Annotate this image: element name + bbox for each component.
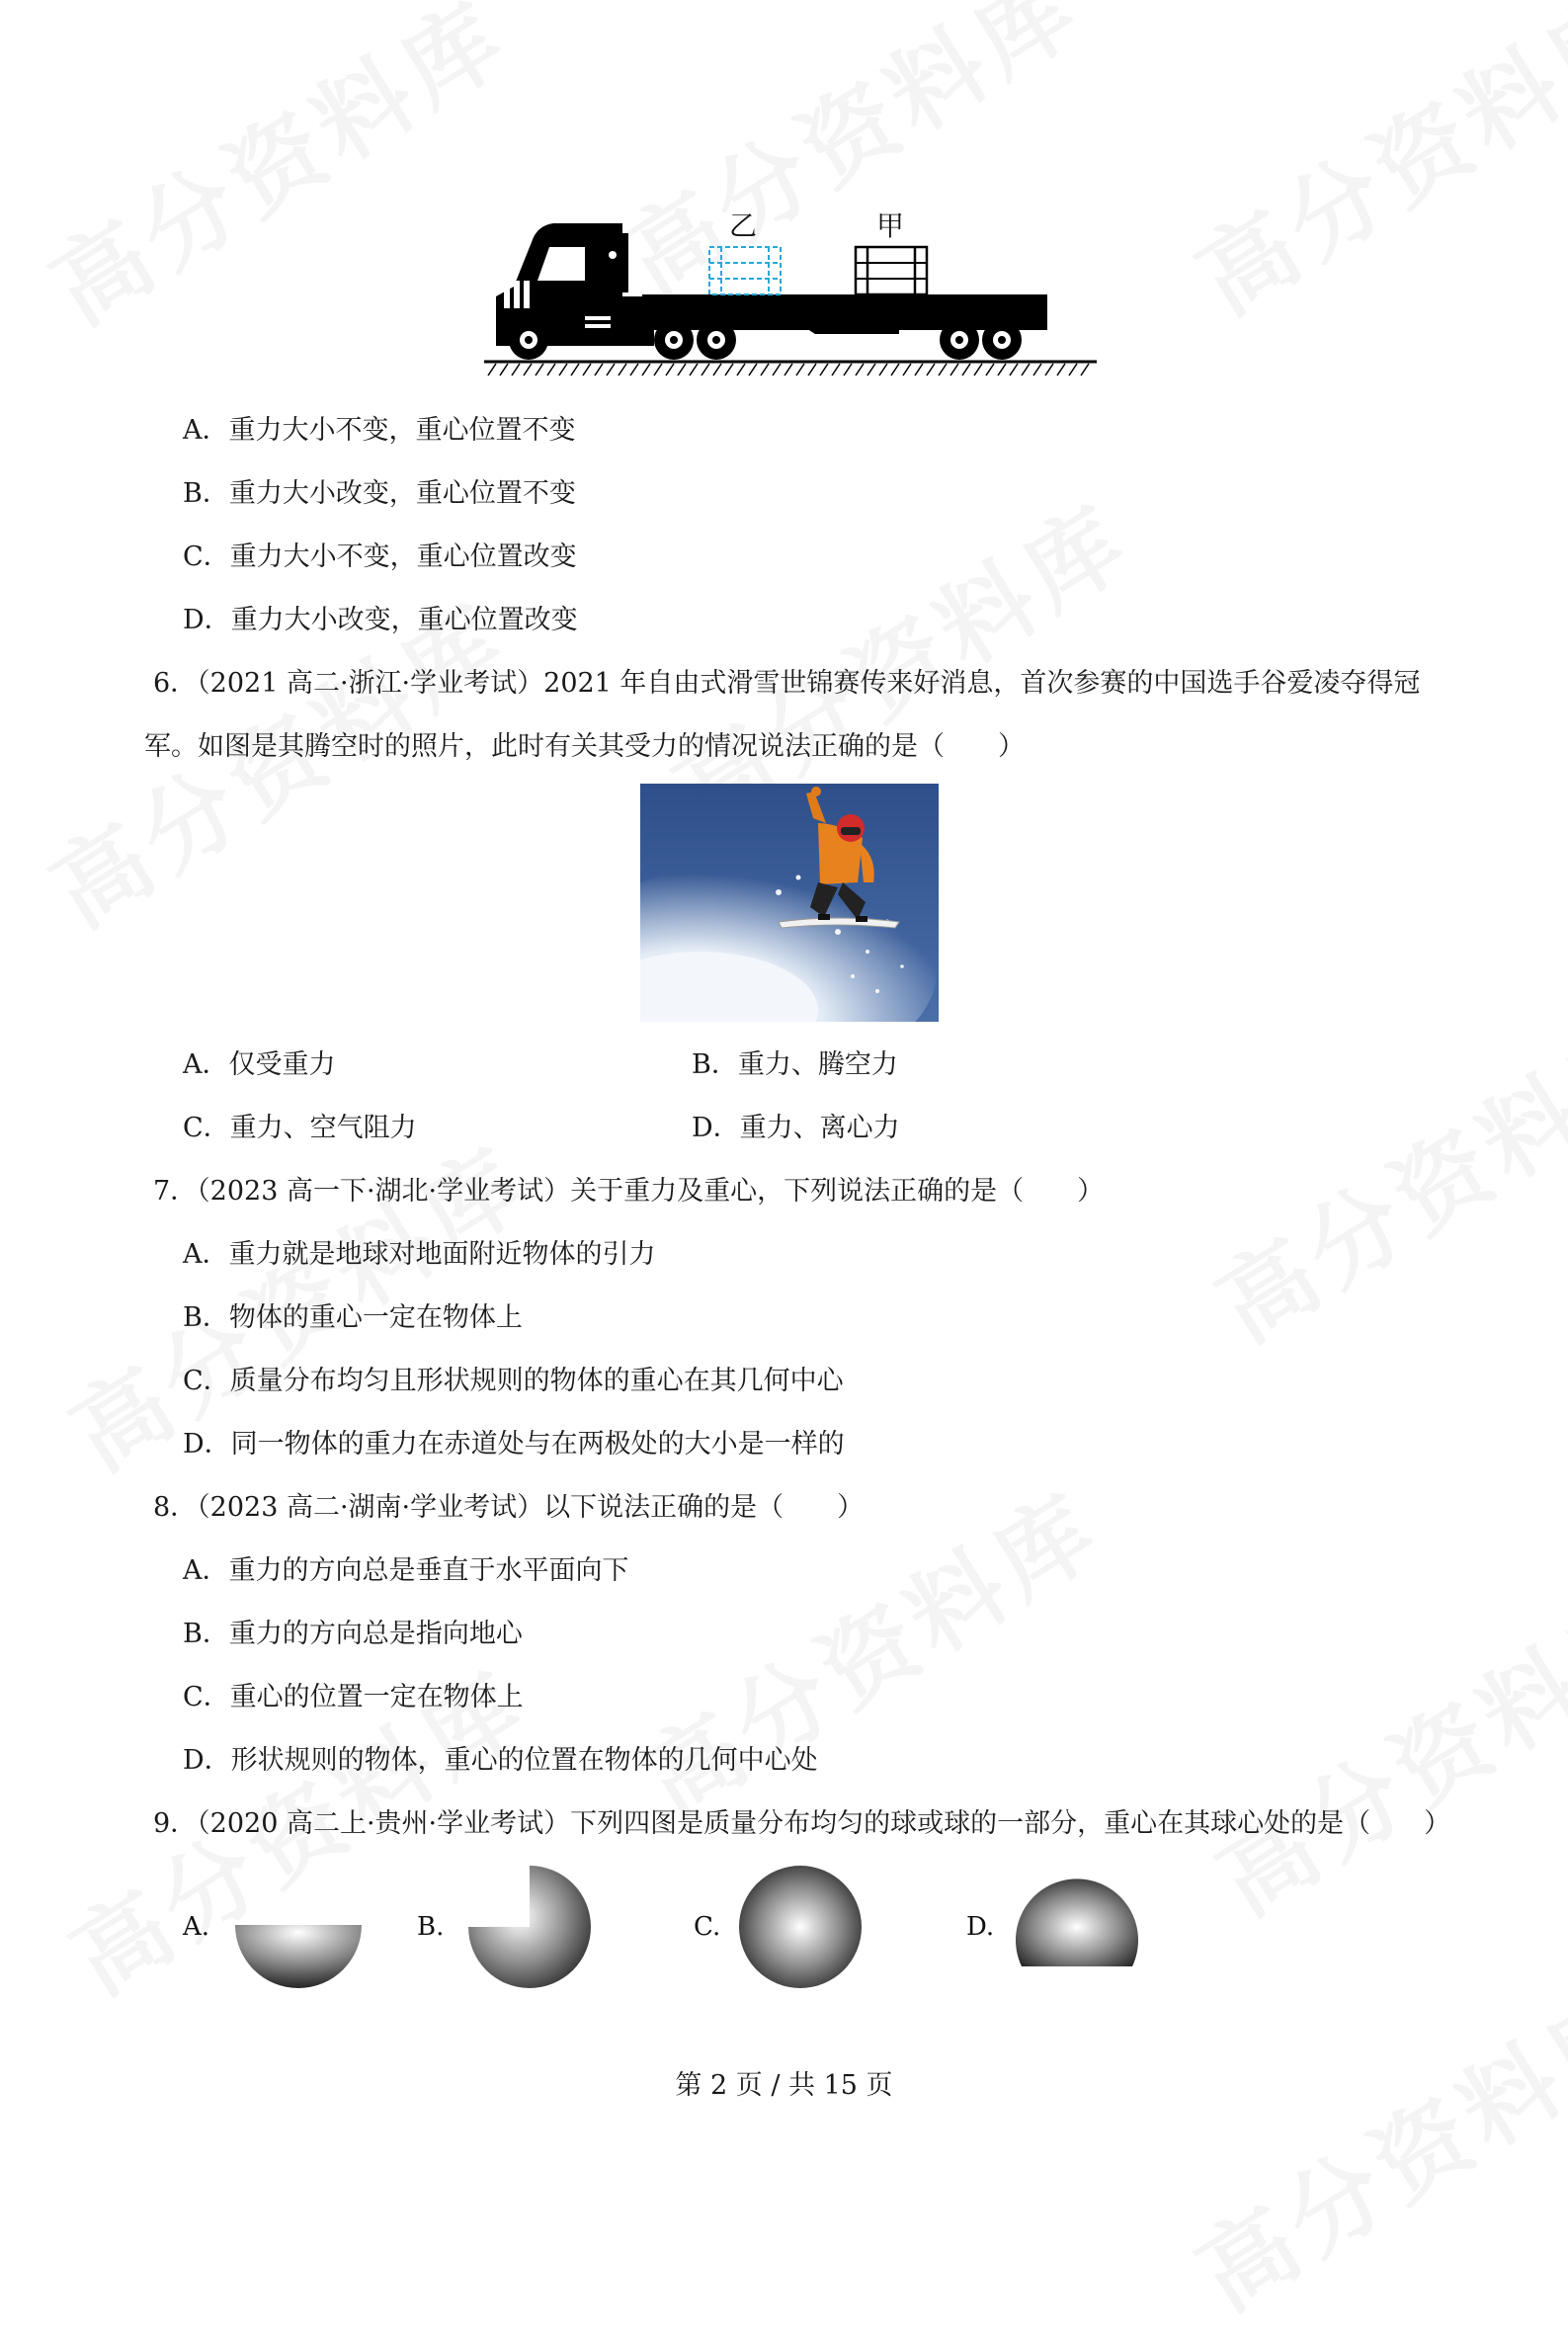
watermark bbox=[1189, 1554, 1568, 1942]
q7-option-b: B．物体的重心一定在物体上 bbox=[183, 1302, 523, 1333]
page-footer: 第 2 页 / 共 15 页 bbox=[675, 2070, 893, 2101]
q6-stem-line2: 军。如图是其腾空时的照片，此时有关其受力的情况说法正确的是（ ） bbox=[144, 731, 1025, 762]
q6-option-d: D．重力、离心力 bbox=[692, 1113, 900, 1143]
q9-figure-a-hemisphere bbox=[235, 1925, 362, 1988]
q8-stem: 8．（2023 高二·湖南·学业考试）以下说法正确的是（ ） bbox=[153, 1492, 865, 1523]
q6-option-b: B．重力、腾空力 bbox=[692, 1049, 898, 1080]
q6-option-a: A．仅受重力 bbox=[183, 1049, 336, 1080]
q9-figure-d-truncated-ball bbox=[1016, 1878, 1138, 1966]
box-yi bbox=[709, 247, 781, 294]
q9-label-b: B. bbox=[417, 1912, 445, 1942]
q9-figure-c-ball bbox=[739, 1866, 862, 1988]
q5-option-c: C．重力大小不变，重心位置改变 bbox=[183, 542, 577, 572]
watermark bbox=[1169, 1950, 1568, 2336]
snowboarder-photo bbox=[640, 784, 939, 1022]
watermark bbox=[1189, 981, 1568, 1369]
q7-option-a: A．重力就是地球对地面附近物体的引力 bbox=[183, 1239, 656, 1270]
q9-label-d: D. bbox=[966, 1912, 995, 1942]
q9-figures bbox=[168, 1858, 1156, 2006]
q5-option-b: B．重力大小改变，重心位置不变 bbox=[183, 478, 576, 509]
q6-option-c: C．重力、空气阻力 bbox=[183, 1113, 417, 1143]
box-jia bbox=[856, 247, 927, 294]
watermark bbox=[1169, 0, 1568, 340]
label-jia: 甲 bbox=[876, 209, 905, 242]
q5-option-a: A．重力大小不变，重心位置不变 bbox=[183, 415, 576, 446]
q7-option-c: C．质量分布均匀且形状规则的物体的重心在其几何中心 bbox=[183, 1366, 844, 1396]
watermark bbox=[23, 0, 531, 350]
q9-figure-b-three-quarter-ball bbox=[468, 1866, 591, 1988]
q7-option-d: D．同一物体的重力在赤道处与在两极处的大小是一样的 bbox=[183, 1429, 845, 1460]
q8-option-a: A．重力的方向总是垂直于水平面向下 bbox=[183, 1555, 629, 1586]
q9-label-a: A. bbox=[183, 1912, 210, 1942]
q9-stem: 9．（2020 高二上·贵州·学业考试）下列四图是质量分布均匀的球或球的一部分，重心在其球心处的是（ ） bbox=[153, 1808, 1451, 1839]
q5-option-d: D．重力大小改变，重心位置改变 bbox=[183, 605, 578, 635]
q7-stem: 7．（2023 高一下·湖北·学业考试）关于重力及重心，下列说法正确的是（ ） bbox=[153, 1176, 1105, 1207]
q8-option-b: B．重力的方向总是指向地心 bbox=[183, 1619, 523, 1649]
label-yi: 乙 bbox=[729, 209, 758, 242]
q6-stem-line1: 6．（2021 高二·浙江·学业考试）2021 年自由式滑雪世锦赛传来好消息，首次参赛的中国选手谷爱凌夺得冠 bbox=[153, 668, 1421, 699]
q8-option-c: C．重心的位置一定在物体上 bbox=[183, 1682, 524, 1712]
q9-label-c: C. bbox=[694, 1912, 721, 1942]
q8-option-d: D．形状规则的物体，重心的位置在物体的几何中心处 bbox=[183, 1745, 818, 1776]
truck-figure bbox=[474, 198, 1107, 385]
